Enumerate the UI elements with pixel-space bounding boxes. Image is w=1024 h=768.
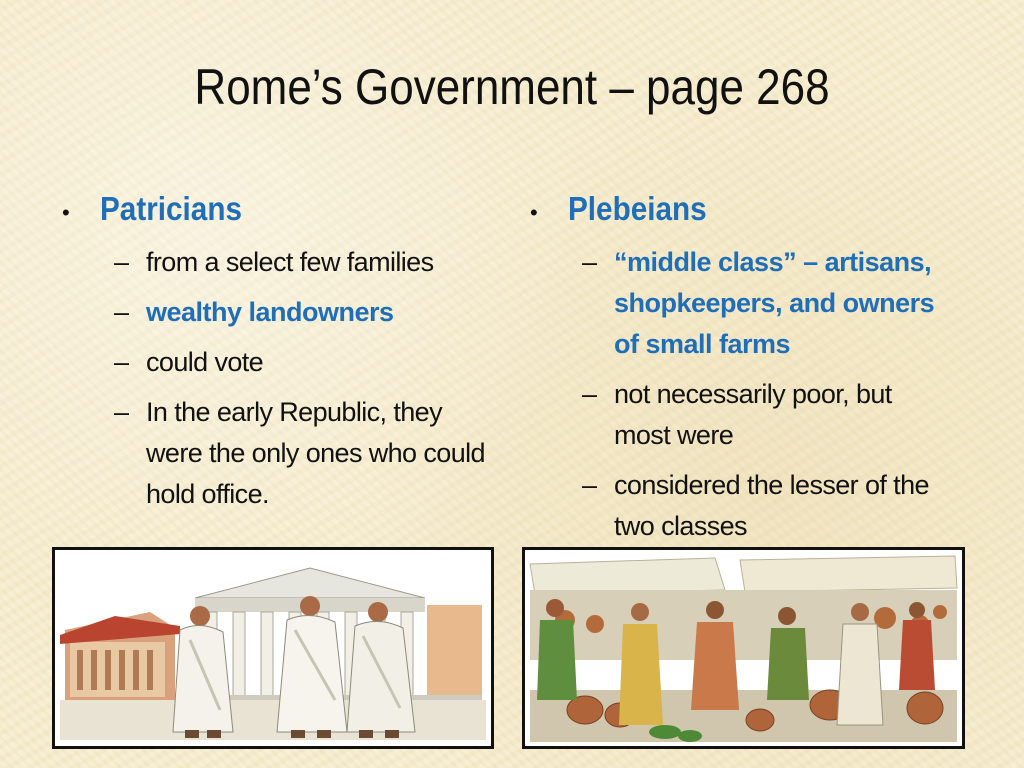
dash-marker: – — [114, 247, 130, 277]
patricians-heading: Patricians — [100, 190, 242, 227]
list-item-text: In the early Republic, they were the only ones who could hold office. — [146, 397, 485, 509]
plebeians-column — [530, 190, 980, 556]
list-item-text: wealthy landowners — [146, 297, 394, 327]
patricians-column — [62, 190, 492, 524]
list-item — [114, 292, 492, 333]
dash-marker: – — [114, 397, 130, 427]
bullet-marker: • — [62, 200, 70, 225]
plebeians-heading: Plebeians — [568, 190, 707, 227]
list-item-text: from a select few families — [146, 247, 434, 277]
list-item — [582, 242, 980, 365]
list-item-text: could vote — [146, 347, 264, 377]
dash-marker: – — [582, 470, 598, 500]
list-item — [582, 374, 980, 456]
plebeians-list — [530, 242, 980, 547]
list-item-text: considered the lesser of the two classes — [614, 470, 929, 541]
list-item — [114, 242, 492, 283]
list-item-text: not necessarily poor, but most were — [614, 379, 892, 450]
dash-marker: – — [114, 347, 130, 377]
plebeians-illustration-graphic — [525, 550, 962, 746]
plebeians-illustration — [522, 547, 965, 749]
list-item — [114, 342, 492, 383]
bullet-marker: • — [530, 200, 538, 225]
list-item-text: “middle class” – artisans, shopkeepers, and owners of small farms — [614, 247, 935, 359]
plebeians-heading-row — [530, 190, 980, 228]
patricians-list — [62, 242, 492, 515]
patricians-illustration — [52, 547, 494, 749]
list-item — [582, 465, 980, 547]
list-item — [114, 392, 492, 515]
patricians-heading-row — [62, 190, 492, 228]
patricians-illustration-graphic — [55, 550, 491, 746]
slide-title: Rome’s Government – page 268 — [194, 59, 830, 115]
dash-marker: – — [582, 379, 598, 409]
dash-marker: – — [114, 297, 130, 327]
dash-marker: – — [582, 247, 598, 277]
